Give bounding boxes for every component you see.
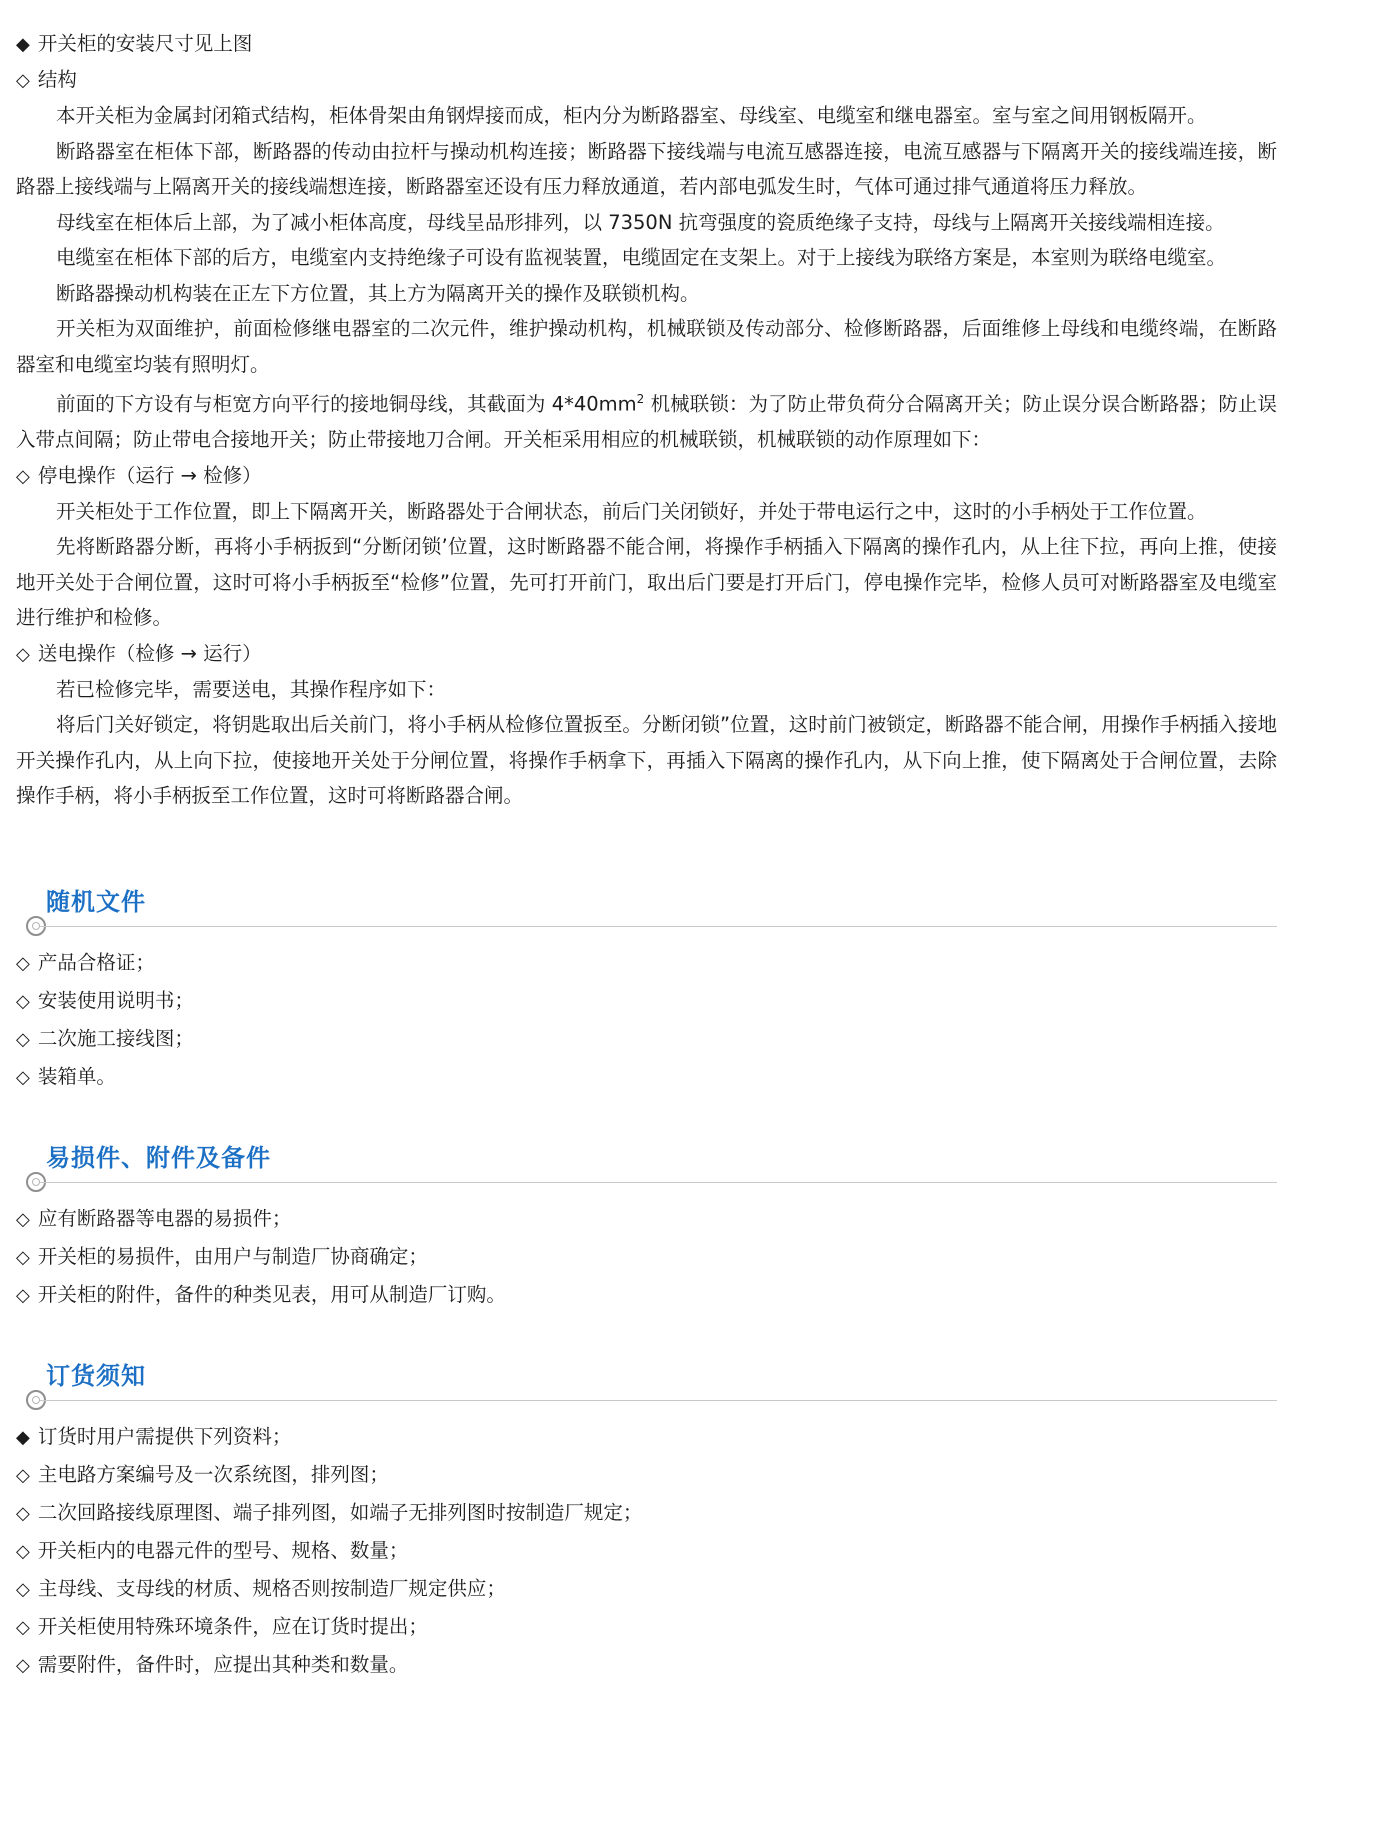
paragraph-power-off-2: 先将断路器分断，再将小手柄扳到“分断闭锁’位置，这时断路器不能合闸，将操作手柄插入下隔离的操作孔内，从上往下拉，再向上推，使接地开关处于合闸位置，这时可将小手柄扳至“检修”位置，先可打开前门，取出后门要是打开后门，停电操作完毕，检修人员可对断路器室及电缆室进行维护和检修。 [16, 535, 1277, 629]
paragraph-power-on-2: 将后门关好锁定，将钥匙取出后关前门，将小手柄从检修位置扳至。分断闭锁”位置，这时前门被锁定，断路器不能合闸，用操作手柄插入接地开关操作孔内，从上向下拉，使接地开关处于分闸位置，将操作手柄拿下，再插入下隔离的操作孔内，从下向上推，使下隔离处于合闸位置，去除操作手柄，将小手柄扳至工作位置，这时可将断路器合闸。 [16, 713, 1277, 807]
list-item: ◆ 订货时用户需提供下列资料； [16, 1418, 1277, 1456]
power-on-block [16, 636, 1277, 814]
list-item: ◇ 主电路方案编号及一次系统图，排列图； [16, 1456, 1277, 1494]
section-title: 随机文件 [46, 887, 146, 916]
heading-power-off: ◇ 停电操作（运行 → 检修） [16, 458, 1277, 494]
section-ordering-notice [16, 1360, 1277, 1684]
list-item: ◇ 装箱单。 [16, 1058, 1277, 1096]
list-item: ◇ 开关柜内的电器元件的型号、规格、数量； [16, 1532, 1277, 1570]
intro-bullet-structure: ◇ 结构 [16, 62, 1277, 98]
list-item: ◇ 需要附件，备件时，应提出其种类和数量。 [16, 1646, 1277, 1684]
ground-text-post: 机械联锁：为了防止带负荷分合隔离开关；防止误分误合断路器；防止误入带点间隔；防止带电合接地开关；防止带接地刀合闸。开关柜采用相应的机械联锁，机械联锁的动作原理如下： [16, 392, 1277, 451]
list-item: ◇ 主母线、支母线的材质、规格否则按制造厂规定供应； [16, 1570, 1277, 1608]
paragraph-ground-busbar [16, 382, 1277, 458]
section-title: 订货须知 [46, 1361, 146, 1390]
list-item: ◇ 开关柜的易损件，由用户与制造厂协商确定； [16, 1238, 1277, 1276]
list-item: ◇ 应有断路器等电器的易损件； [16, 1200, 1277, 1238]
divider [40, 926, 1277, 927]
list-item: ◇ 开关柜使用特殊环境条件，应在订货时提出； [16, 1608, 1277, 1646]
paragraph-power-on-1: 若已检修完毕，需要送电，其操作程序如下： [56, 677, 447, 701]
paragraph-structure-6: 开关柜为双面维护，前面检修继电器室的二次元件，维护操动机构，机械联锁及传动部分、检修断路器，后面维修上母线和电缆终端，在断路器室和电缆室均装有照明灯。 [16, 317, 1277, 376]
section-wear-parts [16, 1142, 1277, 1314]
ground-text-pre: 前面的下方设有与柜宽方向平行的接地铜母线，其截面为 4*40mm [56, 392, 637, 416]
spacer [16, 814, 1277, 840]
ground-exponent: 2 [636, 392, 645, 406]
divider [40, 1400, 1277, 1401]
section-header [16, 1360, 1277, 1412]
divider [40, 1182, 1277, 1183]
paragraph-structure-3: 母线室在柜体后上部，为了减小柜体高度，母线呈品形排列，以 7350N 抗弯强度的瓷质绝缘子支持，母线与上隔离开关接线端相连接。 [56, 210, 1225, 234]
section-title: 易损件、附件及备件 [46, 1143, 271, 1172]
list-item: ◇ 二次施工接线图； [16, 1020, 1277, 1058]
section-accompanying-documents [16, 886, 1277, 1096]
list-item: ◇ 二次回路接线原理图、端子排列图，如端子无排列图时按制造厂规定； [16, 1494, 1277, 1532]
paragraph-structure-2: 断路器室在柜体下部，断路器的传动由拉杆与操动机构连接；断路器下接线端与电流互感器连接，电流互感器与下隔离开关的接线端连接，断路器上接线端与上隔离开关的接线端想连接，断路器室还设有压力释放通道，若内部电弧发生时，气体可通过排气通道将压力释放。 [16, 139, 1277, 198]
list-item: ◇ 安装使用说明书； [16, 982, 1277, 1020]
paragraph-structure-1: 本开关柜为金属封闭箱式结构，柜体骨架由角钢焊接而成，柜内分为断路器室、母线室、电缆室和继电器室。室与室之间用钢板隔开。 [56, 104, 1207, 127]
paragraph-structure-5: 断路器操动机构装在正左下方位置，其上方为隔离开关的操作及联锁机构。 [56, 281, 700, 305]
section-header [16, 886, 1277, 938]
section-body [16, 1418, 1277, 1684]
section-body [16, 944, 1277, 1096]
heading-power-on: ◇ 送电操作（检修 → 运行） [16, 636, 1277, 672]
intro-bullet-install-size: ◆ 开关柜的安装尺寸见上图 [16, 26, 1277, 62]
list-item: ◇ 开关柜的附件，备件的种类见表，用可从制造厂订购。 [16, 1276, 1277, 1314]
power-off-block [16, 458, 1277, 636]
paragraph-power-off-1: 开关柜处于工作位置，即上下隔离开关，断路器处于合闸状态，前后门关闭锁好，并处于带电运行之中，这时的小手柄处于工作位置。 [56, 499, 1207, 523]
section-header [16, 1142, 1277, 1194]
paragraph-structure-4: 电缆室在柜体下部的后方，电缆室内支持绝缘子可设有监视装置，电缆固定在支架上。对于上接线为联络方案是，本室则为联络电缆室。 [56, 246, 1227, 269]
section-body [16, 1200, 1277, 1314]
intro-block [16, 26, 1277, 458]
list-item: ◇ 产品合格证； [16, 944, 1277, 982]
